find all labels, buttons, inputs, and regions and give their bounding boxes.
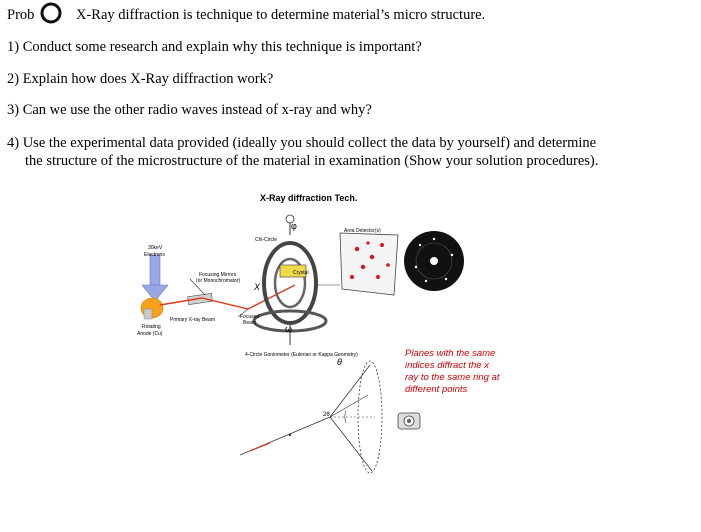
question-3: 3) Can we use the other radio waves instead of x-ray and why? (7, 102, 372, 118)
problem-prefix: Prob (7, 7, 35, 23)
label-anode: Anode (Cu) (137, 331, 163, 337)
note-line-4: different points (405, 384, 468, 395)
label-goniometer: 4-Circle Goniometer (Eulerian or Kappa Geometry) (245, 352, 358, 358)
label-focusing-mirrors: Focusing Mirrors (199, 272, 237, 278)
label-beam: Beam (243, 320, 257, 326)
label-rotating: Rotating (142, 324, 161, 330)
note-line-3: ray to the same ring at (405, 372, 500, 383)
label-primary-beam: Primary X-ray Beam (170, 317, 216, 323)
label-focused: Focused (240, 314, 260, 320)
label-chi: X (254, 282, 261, 292)
label-theta: θ (337, 357, 342, 367)
note-line-2: indices diffract the x (405, 360, 489, 371)
area-detector (340, 233, 398, 295)
label-monochromator: (or Monochromator) (196, 278, 241, 284)
question-4: 4) Use the experimental data provided (ideally you should collect the data by yourself) and determine (7, 135, 597, 151)
label-electrons-kv: 30keV (148, 245, 163, 251)
label-omega: ω (285, 324, 293, 334)
electron-arrow (142, 255, 168, 301)
question-1: 1) Conduct some research and explain why this technique is important? (7, 39, 422, 55)
label-crystal: Crystal (293, 270, 309, 276)
diffraction-cone (240, 361, 382, 473)
goniometer (254, 215, 340, 345)
note-line-1: Planes with the same (405, 348, 496, 359)
circle-icon (40, 2, 62, 24)
problem-heading: X-Ray diffraction is technique to determine material’s micro structure. (76, 7, 486, 23)
label-electrons: Electrons (144, 252, 165, 258)
label-phi: φ (291, 221, 297, 231)
diffraction-pattern (404, 231, 464, 291)
label-area-detector: Area Detector(s) (344, 228, 381, 234)
figure-title: X-Ray diffraction Tech. (260, 193, 358, 203)
question-2: 2) Explain how does X-Ray diffraction work? (7, 71, 274, 87)
rotating-anode (141, 298, 163, 319)
question-4-continued: the structure of the microstructure of the material in examination (Show your solution procedures). (25, 153, 599, 169)
camera-icon (398, 413, 420, 429)
label-two-theta: 2θ (323, 412, 330, 418)
label-chi-circle: Chi-Circle (255, 237, 277, 243)
